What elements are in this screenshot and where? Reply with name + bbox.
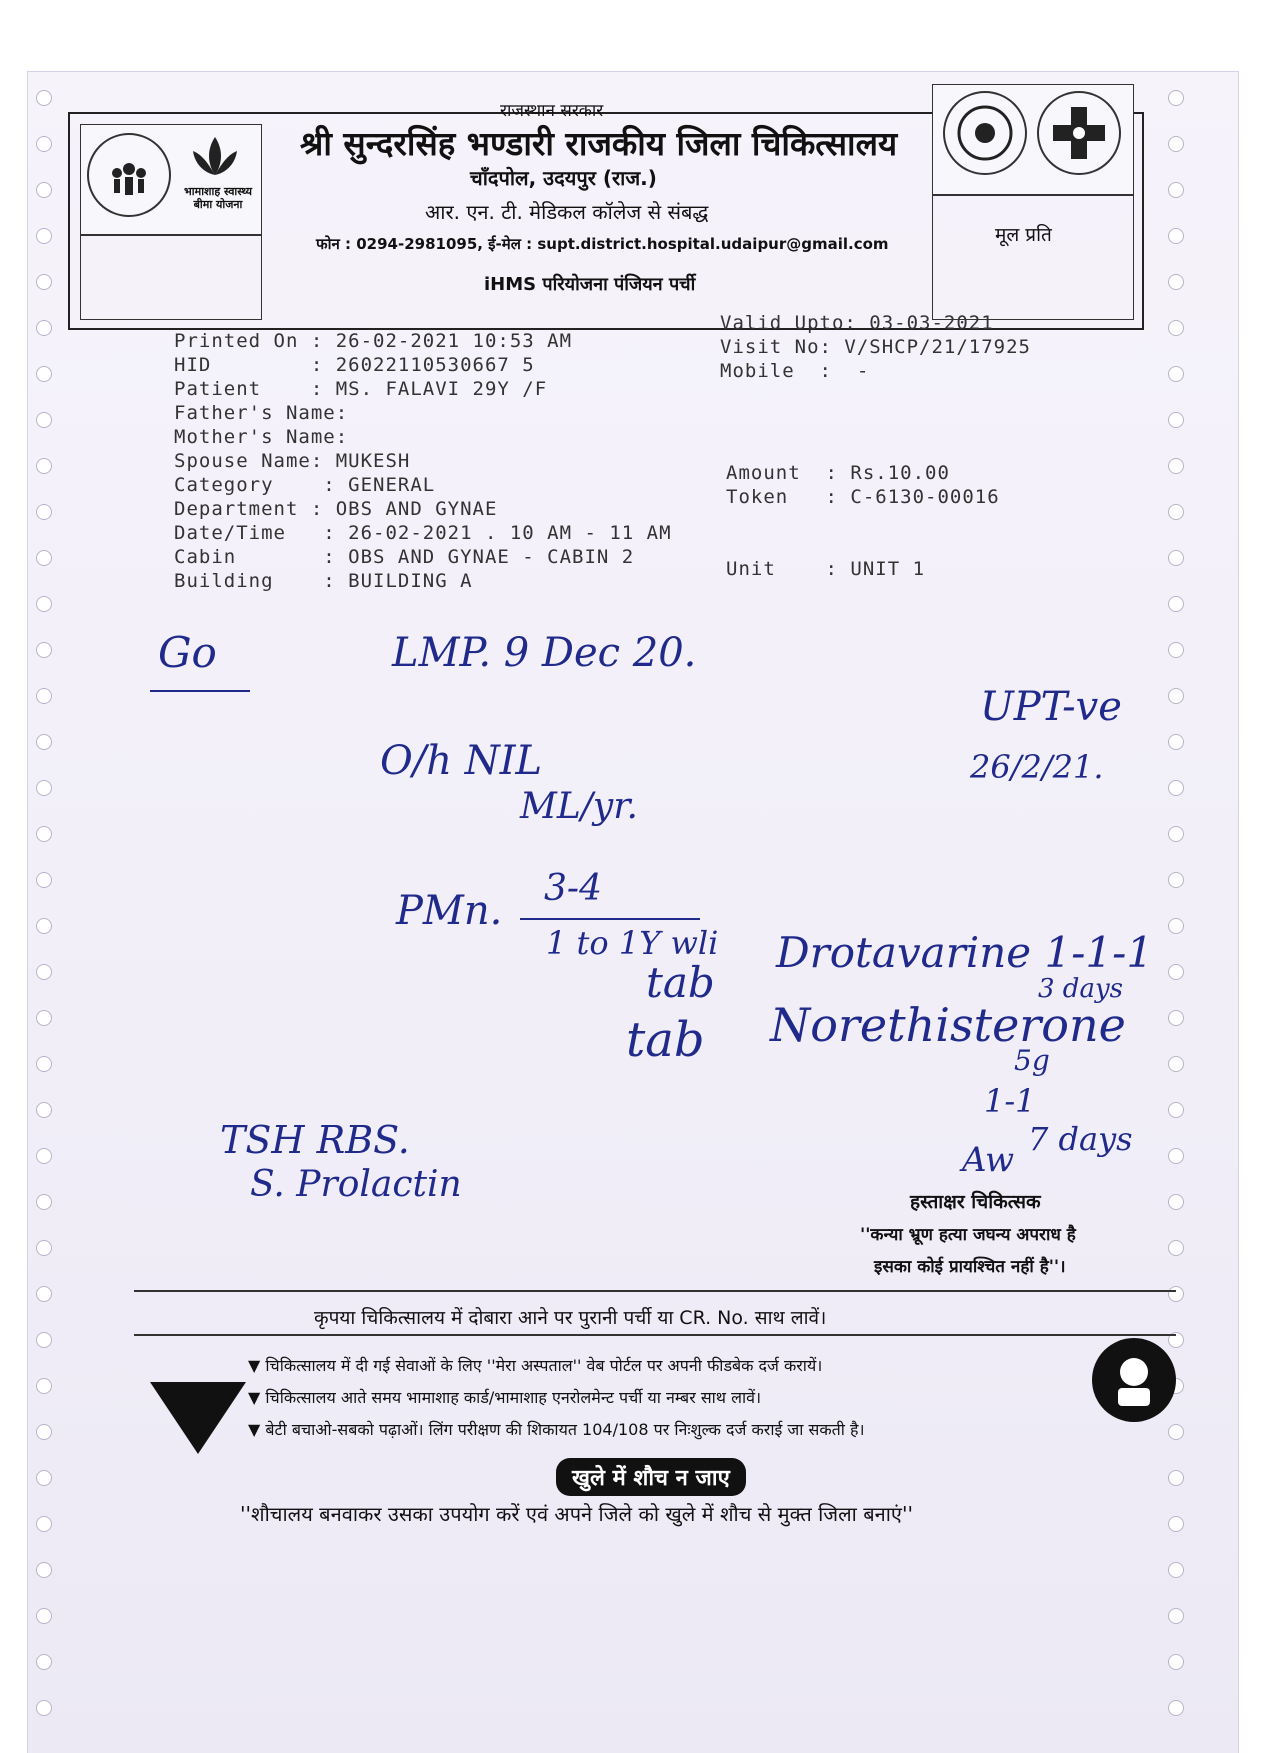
mother-name: Mother's Name: [174, 426, 349, 448]
department: Department : OBS AND GYNAE [174, 498, 498, 520]
perforation-hole [1168, 550, 1184, 566]
date-time: Date/Time : 26-02-2021 . 10 AM - 11 AM [174, 522, 672, 544]
perforation-hole [36, 780, 52, 796]
perforation-hole [36, 1378, 52, 1394]
perforation-hole [1168, 1700, 1184, 1716]
nhm-logo-icon [87, 133, 171, 217]
hospital-address: चाँदपोल, उदयपुर (राज.) [470, 166, 657, 190]
hw-pmh-sub: 1 to 1Y wli [546, 924, 719, 962]
lotus-logo-icon [185, 131, 245, 183]
perforation-hole [1168, 320, 1184, 336]
hw-tsh: TSH RBS. [220, 1118, 410, 1162]
perforation-hole [36, 1194, 52, 1210]
hw-frac-line [520, 918, 700, 920]
perforation-hole [36, 90, 52, 106]
hw-tab2: tab [626, 1012, 705, 1068]
perforation-hole [36, 366, 52, 382]
seal-logo-icon [943, 91, 1027, 175]
valid-upto: Valid Upto: 03-03-2021 [720, 312, 994, 334]
hw-days1: 3 days [1038, 974, 1123, 1004]
sanitation-slogan: ''शौचालय बनवाकर उसका उपयोग करें एवं अपने जिले को खुले में शौच से मुक्त जिला बनाएं'' [240, 1502, 913, 1526]
bhamashah-caption: भामाशाह स्वास्थ्य बीमा योजना [184, 185, 252, 211]
perforation-hole [36, 1056, 52, 1072]
perforation-hole [1168, 228, 1184, 244]
perforation-hole [1168, 1470, 1184, 1486]
perforation-hole [1168, 136, 1184, 152]
hospital-contact: फोन : 0294-2981095, ई-मेल : supt.district.hospital.udaipur@gmail.com [316, 235, 889, 253]
hw-tab1: tab [646, 958, 715, 1007]
hospital-affiliation: आर. एन. टी. मेडिकल कॉलेज से संबद्ध [425, 200, 709, 224]
father-name: Father's Name: [174, 402, 349, 424]
health-cross-icon [1037, 91, 1121, 175]
perforation-hole [1168, 1608, 1184, 1624]
perforation-hole [36, 136, 52, 152]
perforation-hole [1168, 872, 1184, 888]
perforation-hole [36, 1562, 52, 1578]
hw-pmh-label: PMn. [396, 888, 503, 934]
cabin: Cabin : OBS AND GYNAE - CABIN 2 [174, 546, 635, 568]
logo-panel-right [932, 84, 1134, 196]
mobile: Mobile : - [720, 360, 870, 382]
perforation-hole [36, 504, 52, 520]
hw-days2: 7 days [1028, 1120, 1133, 1158]
perforation-hole [1168, 1194, 1184, 1210]
hw-underline [150, 690, 250, 692]
doctor-sign-label: हस्ताक्षर चिकित्सक [910, 1191, 1041, 1213]
perforation-hole [1168, 366, 1184, 382]
perforation-hole [1168, 1562, 1184, 1578]
hid: HID : 26022110530667 5 [174, 354, 535, 376]
perforation-hole [36, 458, 52, 474]
perforation-hole [36, 550, 52, 566]
perforation-hole [36, 1148, 52, 1164]
hw-prolactin: S. Prolactin [250, 1164, 462, 1205]
logo-panel-left-lower [80, 234, 262, 320]
perforation-hole [1168, 1286, 1184, 1302]
govt-label: राजस्थान सरकार [500, 101, 604, 121]
info-point-2-text: चिकित्सालय आते समय भामाशाह कार्ड/भामाशाह एनरोलमेन्ट पर्ची या नम्बर साथ लावें। [265, 1388, 762, 1407]
unit: Unit : UNIT 1 [726, 558, 926, 580]
info-point-3-text: बेटी बचाओ-सबको पढ़ाओं। लिंग परीक्षण की शिकायत 104/108 पर निःशुल्क दर्ज कराई जा सकती है। [265, 1420, 865, 1439]
hw-g: Go [158, 628, 217, 677]
sanitation-badge: खुले में शौच न जाए [556, 1458, 746, 1496]
perforation-hole [1168, 1654, 1184, 1670]
footer-rule-top [134, 1290, 1176, 1292]
printed-on: Printed On : 26-02-2021 10:53 AM [174, 330, 573, 352]
perforation-hole [1168, 1056, 1184, 1072]
copy-label: मूल प्रति [995, 224, 1052, 246]
patient: Patient : MS. FALAVI 29Y /F [174, 378, 548, 400]
hw-drug2: Norethisterone [770, 998, 1126, 1052]
perforation-hole [36, 1700, 52, 1716]
perforation-hole [1168, 412, 1184, 428]
perforation-hole [1168, 504, 1184, 520]
perforation-hole [36, 1608, 52, 1624]
hw-dose2: 5g [1014, 1044, 1050, 1077]
quote-line-1: ''कन्या भ्रूण हत्या जघन्य अपराध है [860, 1225, 1076, 1245]
perforation-hole [36, 1332, 52, 1348]
perforation-hole [1168, 734, 1184, 750]
hw-ml: ML/yr. [520, 786, 638, 827]
perforation-hole [36, 1240, 52, 1256]
perforation-hole [36, 964, 52, 980]
hw-oh: O/h NIL [380, 738, 543, 784]
hw-upt: UPT-ve [980, 684, 1122, 730]
info-point-3: ▼ बेटी बचाओ-सबको पढ़ाओं। लिंग परीक्षण की शिकायत 104/108 पर निःशुल्क दर्ज कराई जा सकती है। [248, 1420, 865, 1439]
perforation-hole [36, 182, 52, 198]
perforation-hole [1168, 780, 1184, 796]
perforation-hole [1168, 458, 1184, 474]
hw-upt-date: 26/2/21. [970, 748, 1104, 786]
perforation-hole [36, 1102, 52, 1118]
perforation-hole [36, 1286, 52, 1302]
perforation-hole [1168, 688, 1184, 704]
form-title: iHMS परियोजना पंजियन पर्ची [484, 274, 696, 295]
category: Category : GENERAL [174, 474, 436, 496]
perforation-hole [1168, 1010, 1184, 1026]
info-point-2: ▼ चिकित्सालय आते समय भामाशाह कार्ड/भामाशाह एनरोलमेन्ट पर्ची या नम्बर साथ लावें। [248, 1388, 762, 1407]
perforation-hole [36, 688, 52, 704]
warning-triangle-icon [150, 1382, 246, 1454]
perforation-hole [1168, 596, 1184, 612]
hw-freq2: 1-1 [984, 1082, 1036, 1120]
perforation-hole [1168, 1424, 1184, 1440]
building: Building : BUILDING A [174, 570, 473, 592]
amount: Amount : Rs.10.00 [726, 462, 950, 484]
visit-no: Visit No: V/SHCP/21/17925 [720, 336, 1031, 358]
hw-pmh-frac: 3-4 [544, 868, 602, 909]
perforation-hole [36, 918, 52, 934]
info-point-1: ▼ चिकित्सालय में दी गई सेवाओं के लिए ''मेरा अस्पताल'' वेब पोर्टल पर अपनी फीडबेक दर्ज करायें। [248, 1356, 823, 1375]
revisit-note: कृपया चिकित्सालय में दोबारा आने पर पुरानी पर्ची या CR. No. साथ लावें। [314, 1307, 827, 1329]
perforation-hole [36, 872, 52, 888]
perforation-hole [36, 1470, 52, 1486]
left-perforation [36, 0, 56, 1681]
perforation-hole [36, 596, 52, 612]
perforation-hole [36, 228, 52, 244]
perforation-hole [1168, 826, 1184, 842]
perforation-hole [1168, 964, 1184, 980]
doctor-signature: Aw [962, 1140, 1015, 1180]
perforation-hole [1168, 1240, 1184, 1256]
perforation-hole [36, 734, 52, 750]
info-point-1-text: चिकित्सालय में दी गई सेवाओं के लिए ''मेरा अस्पताल'' वेब पोर्टल पर अपनी फीडबेक दर्ज करायें। [265, 1356, 823, 1375]
perforation-hole [1168, 1516, 1184, 1532]
logo-panel-left [80, 124, 262, 236]
right-perforation [1168, 0, 1188, 1681]
perforation-hole [36, 1424, 52, 1440]
perforation-hole [36, 412, 52, 428]
quote-line-2: इसका कोई प्रायश्चित नहीं है''। [874, 1257, 1066, 1277]
perforation-hole [36, 1010, 52, 1026]
spouse-name: Spouse Name: MUKESH [174, 450, 411, 472]
perforation-hole [1168, 1102, 1184, 1118]
perforation-hole [1168, 1148, 1184, 1164]
perforation-hole [36, 320, 52, 336]
perforation-hole [36, 1654, 52, 1670]
perforation-hole [36, 274, 52, 290]
hospital-name: श्री सुन्दरसिंह भण्डारी राजकीय जिला चिकित्सालय [300, 124, 898, 163]
perforation-hole [36, 1516, 52, 1532]
footer-rule-bottom [134, 1334, 1176, 1336]
hw-lmp: LMP. 9 Dec 20. [392, 630, 697, 676]
hw-drug1: Drotavarine 1-1-1 [776, 928, 1154, 977]
perforation-hole [36, 642, 52, 658]
header-box [68, 101, 1144, 330]
token: Token : C-6130-00016 [726, 486, 1000, 508]
perforation-hole [1168, 642, 1184, 658]
perforation-hole [36, 826, 52, 842]
perforation-hole [1168, 274, 1184, 290]
perforation-hole [1168, 90, 1184, 106]
copy-label-cell [932, 194, 1134, 320]
perforation-hole [1168, 918, 1184, 934]
perforation-hole [1168, 182, 1184, 198]
beti-padhao-logo-icon [1092, 1338, 1176, 1422]
